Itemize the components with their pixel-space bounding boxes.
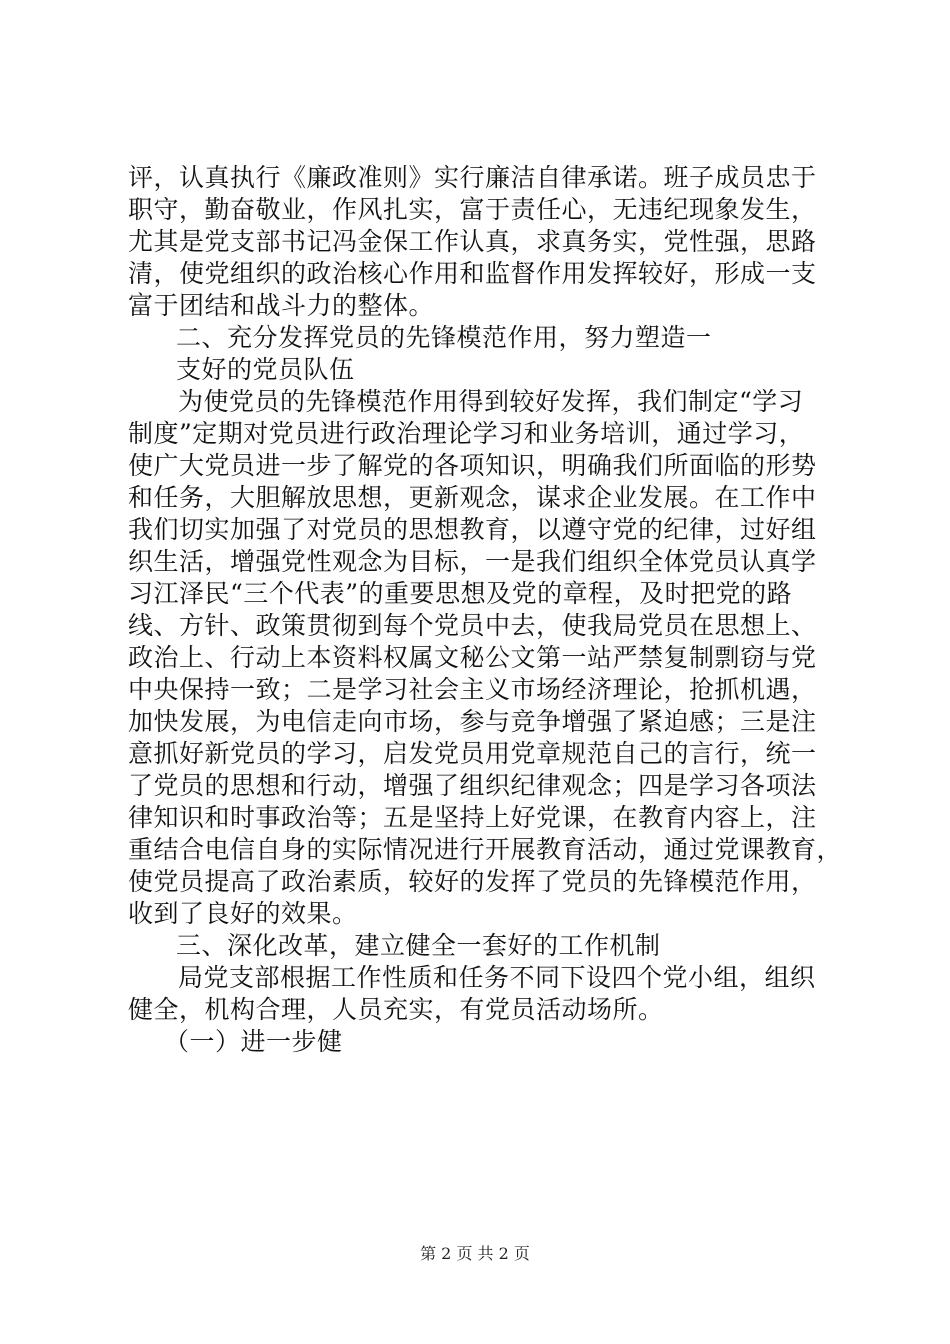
text-line: 习江泽民“三个代表”的重要思想及党的章程，及时把党的路 bbox=[128, 579, 793, 608]
text-line: 为使党员的先锋模范作用得到较好发挥，我们制定“学习 bbox=[178, 387, 804, 416]
text-line: 意抓好新党员的学习，启发党员用党章规范自己的言行，统一 bbox=[128, 739, 817, 768]
text-line: 制度”定期对党员进行政治理论学习和业务培训，通过学习， bbox=[128, 419, 805, 448]
text-line: 中央保持一致；二是学习社会主义市场经济理论，抢抓机遇， bbox=[128, 675, 817, 704]
text-line: 重结合电信自身的实际情况进行开展教育活动，通过党课教育， bbox=[128, 835, 843, 864]
text-line: 线、方针、政策贯彻到每个党员中去，使我局党员在思想上、 bbox=[128, 611, 817, 640]
page-footer: 第 2 页 共 2 页 bbox=[420, 1244, 530, 1263]
text-line: 评，认真执行《廉政准则》实行廉洁自律承诺。班子成员忠于 bbox=[128, 163, 817, 192]
text-line: 使广大党员进一步了解党的各项知识，明确我们所面临的形势 bbox=[128, 451, 817, 480]
text-line: 了党员的思想和行动，增强了组织纪律观念；四是学习各项法 bbox=[128, 771, 817, 800]
text-line: 使党员提高了政治素质，较好的发挥了党员的先锋模范作用， bbox=[128, 867, 817, 896]
section-heading: 三、深化改革，建立健全一套好的工作机制 bbox=[176, 931, 661, 960]
section-heading: 支好的党员队伍 bbox=[176, 355, 355, 384]
text-line: 政治上、行动上本资料权属文秘公文第一站严禁复制剽窃与党 bbox=[128, 643, 817, 672]
text-line: 加快发展，为电信走向市场，参与竞争增强了紧迫感；三是注 bbox=[128, 707, 817, 736]
text-line: 清，使党组织的政治核心作用和监督作用发挥较好，形成一支 bbox=[128, 259, 817, 288]
text-line: 和任务，大胆解放思想，更新观念，谋求企业发展。在工作中 bbox=[128, 483, 817, 512]
text-line: 我们切实加强了对党员的思想教育，以遵守党的纪律，过好组 bbox=[128, 515, 817, 544]
text-line: 富于团结和战斗力的整体。 bbox=[128, 291, 435, 320]
text-line: 尤其是党支部书记冯金保工作认真，求真务实，党性强，思路 bbox=[128, 227, 817, 256]
text-line: 律知识和时事政治等；五是坚持上好党课，在教育内容上，注 bbox=[128, 803, 817, 832]
text-line: 收到了良好的效果。 bbox=[128, 899, 358, 928]
text-line: 健全，机构合理，人员充实，有党员活动场所。 bbox=[128, 995, 664, 1024]
section-heading: 二、充分发挥党员的先锋模范作用，努力塑造一 bbox=[176, 323, 712, 352]
subsection-heading: （一）进一步健 bbox=[164, 1027, 343, 1056]
text-line: 局党支部根据工作性质和任务不同下设四个党小组，组织 bbox=[178, 963, 816, 992]
text-line: 职守，勤奋敬业，作风扎实，富于责任心，无违纪现象发生， bbox=[128, 195, 817, 224]
text-line: 织生活，增强党性观念为目标，一是我们组织全体党员认真学 bbox=[128, 547, 817, 576]
